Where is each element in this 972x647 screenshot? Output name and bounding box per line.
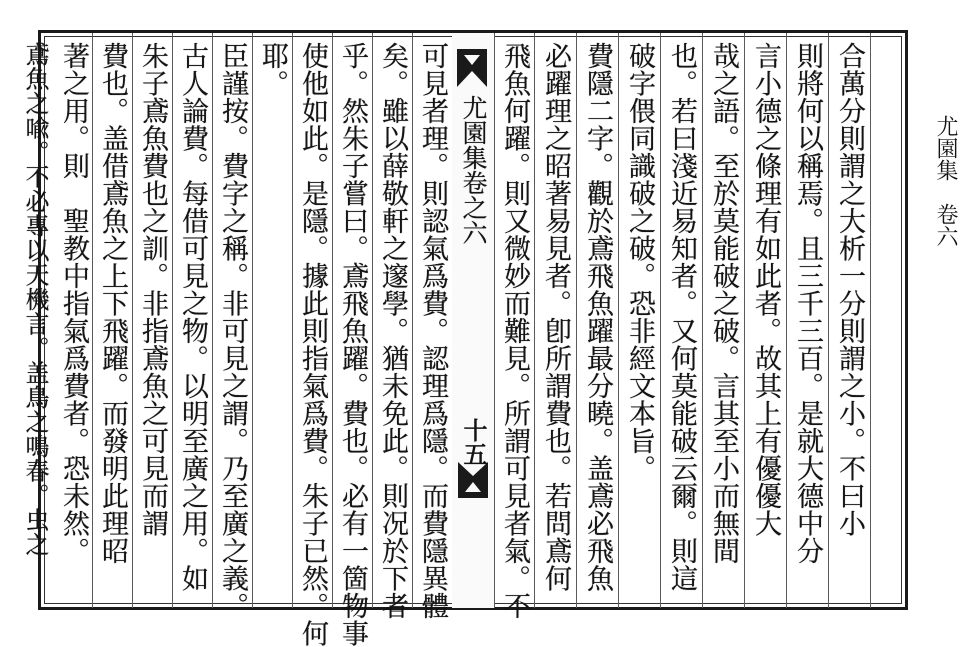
column-rule <box>660 33 661 608</box>
text-column: 耶。 <box>257 42 288 97</box>
fish-tail-ornament-icon <box>456 460 490 500</box>
text-column: 破字偎同識破之破。恐非經文本旨。 <box>624 42 655 482</box>
text-column: 哉之語。至於莫能破之破。言其至小而無間 <box>708 42 739 565</box>
block-heart-title: 尤園集卷之六 <box>459 95 488 245</box>
text-column: 必躍理之昭著易見者。卽所謂費也。若問鳶何 <box>540 42 571 592</box>
text-column: 費也。盖借鳶魚之上下飛躍。而發明此理昭 <box>97 42 128 565</box>
column-rule <box>786 33 787 608</box>
text-column: 朱子鳶魚費也之訓。非指鳶魚之可見而謂 <box>137 42 168 537</box>
text-column: 合萬分則謂之大析一分則謂之小。不曰小 <box>834 42 865 537</box>
column-rule <box>92 33 93 608</box>
column-rule <box>576 33 577 608</box>
page-number: 十五 <box>459 418 488 466</box>
column-rule <box>744 33 745 608</box>
text-column: 費隱二字。觀於鳶飛魚躍最分曉。盖鳶必飛魚 <box>582 42 613 592</box>
text-column: 言小德之條理有如此者。故其上有優優大 <box>750 42 781 537</box>
column-rule <box>332 33 333 608</box>
text-column: 飛魚何躍。則又微妙而難見。所謂可見者氣。不 <box>499 42 530 620</box>
text-column: 乎。然朱子嘗曰。鳶飛魚躍。費也。必有一箇物事 <box>337 42 368 647</box>
column-rule <box>494 33 495 608</box>
text-column: 使他如此。是隱。據此則指氣爲費。朱子已然。何 <box>297 42 328 647</box>
text-column: 著之用。則 聖教中指氣爲費者。恐未然。 <box>58 42 89 565</box>
column-rule <box>132 33 133 608</box>
text-column: 矣。雖以薛敬軒之邃學。猶未免此。則况於下者 <box>377 42 408 620</box>
column-rule <box>534 33 535 608</box>
column-rule <box>870 33 871 608</box>
column-rule <box>618 33 619 608</box>
column-rule <box>412 33 413 608</box>
column-rule <box>172 33 173 608</box>
text-column: 也。若曰淺近易知者。又何莫能破云爾。則這 <box>666 42 697 592</box>
column-rule <box>702 33 703 608</box>
column-rule <box>828 33 829 608</box>
text-column: 臣謹按。費字之稱。非可見之謂。乃至廣之義。 <box>217 42 248 620</box>
fish-tail-ornament-icon <box>455 47 489 89</box>
text-column: 可見者理。則認氣爲費。認理爲隱。而費隱異體 <box>417 42 448 620</box>
text-column: 則將何以稱焉。且三千三百。是就大德中分 <box>792 42 823 565</box>
column-rule <box>252 33 253 608</box>
column-rule <box>372 33 373 608</box>
text-column: 古人論費。每借可見之物。以明至廣之用。如 <box>177 42 208 592</box>
column-rule <box>212 33 213 608</box>
running-head: 尤園集 卷六 <box>933 115 958 247</box>
column-rule <box>292 33 293 608</box>
text-column-extra: 鳶魚之喩。不必專以天機言。盖鳥之鳴春。虫之 <box>21 42 49 557</box>
